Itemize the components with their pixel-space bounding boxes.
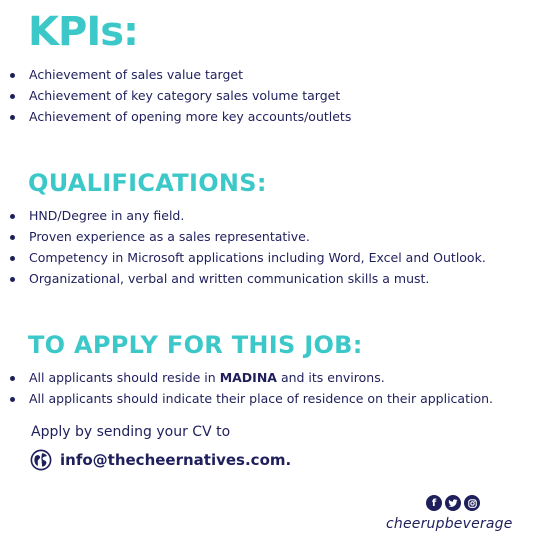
qualification-item: Proven experience as a sales representative. (0, 226, 486, 247)
brand-handle: cheerupbeverage (386, 516, 513, 532)
apply-item-text: and its environs. (276, 370, 385, 385)
social-icons (426, 495, 480, 511)
apply-item (0, 367, 493, 388)
apply-instruction: Apply by sending your CV to (31, 424, 231, 440)
location-highlight: MADINA (219, 370, 277, 385)
facebook-icon[interactable]: f (426, 495, 442, 511)
qualification-item: Competency in Microsoft applications including Word, Excel and Outlook. (0, 247, 486, 268)
qualifications-heading: QUALIFICATIONS: (28, 169, 267, 197)
kpi-item: Achievement of sales value target (0, 64, 351, 85)
qualifications-list (0, 205, 486, 289)
apply-item-text: All applicants should reside in (29, 370, 220, 385)
twitter-icon[interactable] (445, 495, 461, 511)
kpis-heading: KPIs: (28, 9, 138, 55)
qualification-item: HND/Degree in any field. (0, 205, 486, 226)
instagram-icon[interactable] (464, 495, 480, 511)
apply-item: All applicants should indicate their place of residence on their application. (0, 388, 493, 409)
apply-heading: TO APPLY FOR THIS JOB: (28, 331, 363, 359)
globe-icon (30, 449, 52, 471)
email-link[interactable]: info@thecheernatives.com. (60, 451, 292, 469)
qualification-item: Organizational, verbal and written communication skills a must. (0, 268, 486, 289)
email-row (30, 448, 291, 472)
kpi-item: Achievement of key category sales volume target (0, 85, 351, 106)
kpi-item: Achievement of opening more key accounts/outlets (0, 106, 351, 127)
apply-list (0, 367, 493, 409)
kpis-list (0, 64, 351, 127)
